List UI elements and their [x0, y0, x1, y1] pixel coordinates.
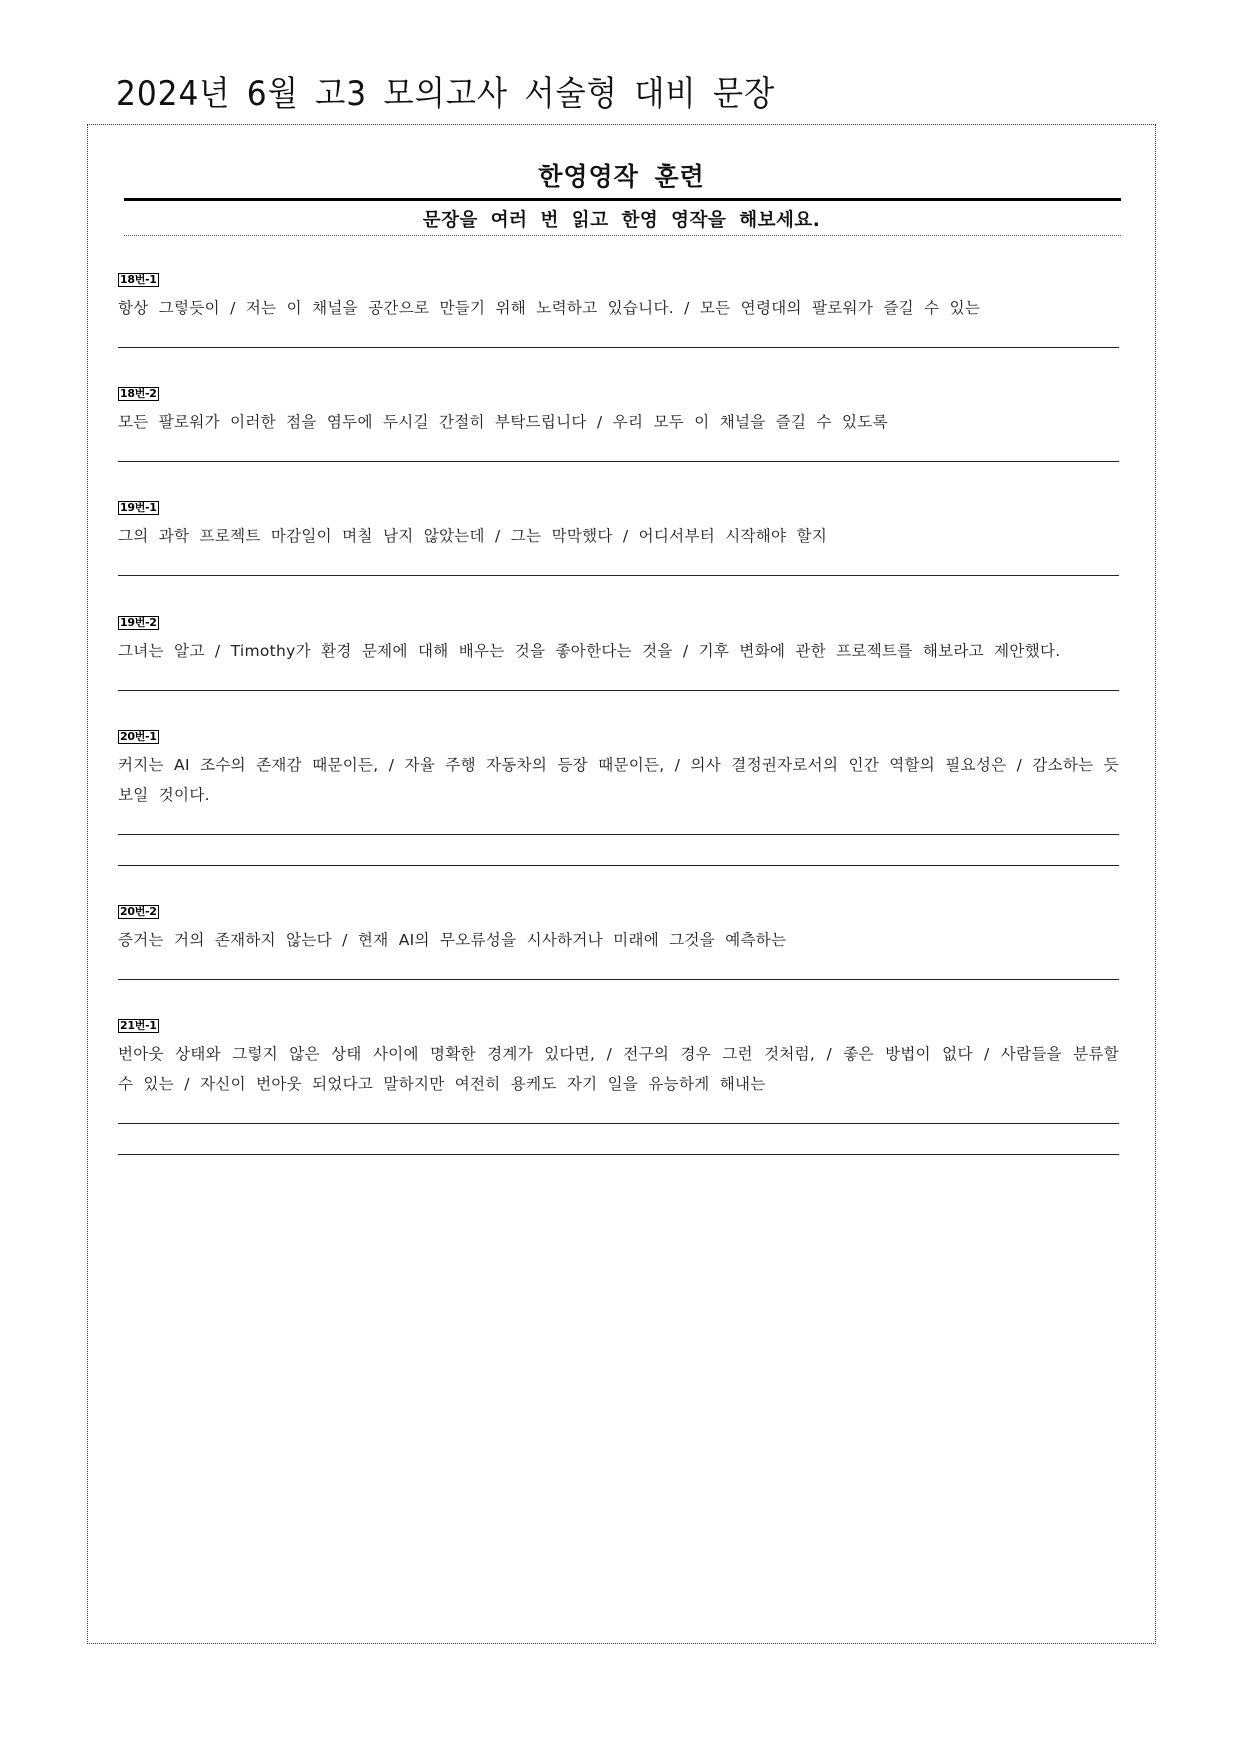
question-number-badge: 20번-2 [120, 905, 157, 918]
korean-sentence: 증거는 거의 존재하지 않는다 / 현재 AI의 무오류성을 시사하거나 미래에 그것을 예측하는 [118, 931, 787, 949]
exercise-item-19-2 [118, 611, 1119, 691]
answer-line[interactable] [118, 810, 1119, 835]
worksheet-title: 한영영작 훈련 [538, 162, 705, 191]
korean-sentence: 그녀는 알고 / Timothy가 환경 문제에 대해 배우는 것을 좋아한다는 것을 / 기후 변화에 관한 프로젝트를 해보라고 제안했다. [118, 642, 1061, 660]
answer-line[interactable] [118, 835, 1119, 866]
question-number-badge: 19번-1 [120, 501, 157, 514]
question-number-badge: 20번-1 [120, 730, 157, 743]
exercise-item-20-2 [118, 900, 1119, 980]
worksheet-frame [87, 124, 1156, 1644]
answer-line[interactable] [118, 437, 1119, 462]
answer-line[interactable] [118, 323, 1119, 348]
question-number-badge: 21번-1 [120, 1019, 157, 1032]
document-title: 2024년 6월 고3 모의고사 서술형 대비 문장 [116, 74, 776, 114]
answer-line[interactable] [118, 955, 1119, 980]
title-divider [124, 198, 1121, 201]
exercise-item-18-2 [118, 382, 1119, 462]
question-number-badge: 19번-2 [120, 616, 157, 629]
answer-line[interactable] [118, 666, 1119, 691]
exercise-item-19-1 [118, 496, 1119, 576]
worksheet-instructions: 문장을 여러 번 읽고 한영 영작을 해보세요. [422, 210, 821, 231]
exercise-item-21-1 [118, 1014, 1119, 1155]
instructions-divider [124, 235, 1121, 236]
korean-sentence: 그의 과학 프로젝트 마감일이 며칠 남지 않았는데 / 그는 막막했다 / 어디서부터 시작해야 할지 [118, 527, 828, 545]
answer-line[interactable] [118, 551, 1119, 576]
answer-line[interactable] [118, 1099, 1119, 1124]
korean-sentence: 번아웃 상태와 그렇지 않은 상태 사이에 명확한 경계가 있다면, / 전구의 경우 그런 것처럼, / 좋은 방법이 없다 / 사람들을 분류할 수 있는 / 자신이 번아웃 되었다고 말하지만 여전히 용케도 자기 일을 유능하게 해내는 [118, 1045, 1119, 1093]
exercise-item-20-1 [118, 725, 1119, 866]
question-number-badge: 18번-2 [120, 387, 157, 400]
korean-sentence: 모든 팔로워가 이러한 점을 염두에 두시길 간절히 부탁드립니다 / 우리 모두 이 채널을 즐길 수 있도록 [118, 413, 888, 431]
exercise-item-18-1 [118, 268, 1119, 348]
korean-sentence: 커지는 AI 조수의 존재감 때문이든, / 자율 주행 자동차의 등장 때문이든, / 의사 결정권자로서의 인간 역할의 필요성은 / 감소하는 듯 보일 것이다. [118, 756, 1119, 804]
answer-line[interactable] [118, 1124, 1119, 1155]
korean-sentence: 항상 그렇듯이 / 저는 이 채널을 공간으로 만들기 위해 노력하고 있습니다. / 모든 연령대의 팔로워가 즐길 수 있는 [118, 299, 981, 317]
question-number-badge: 18번-1 [120, 273, 157, 286]
